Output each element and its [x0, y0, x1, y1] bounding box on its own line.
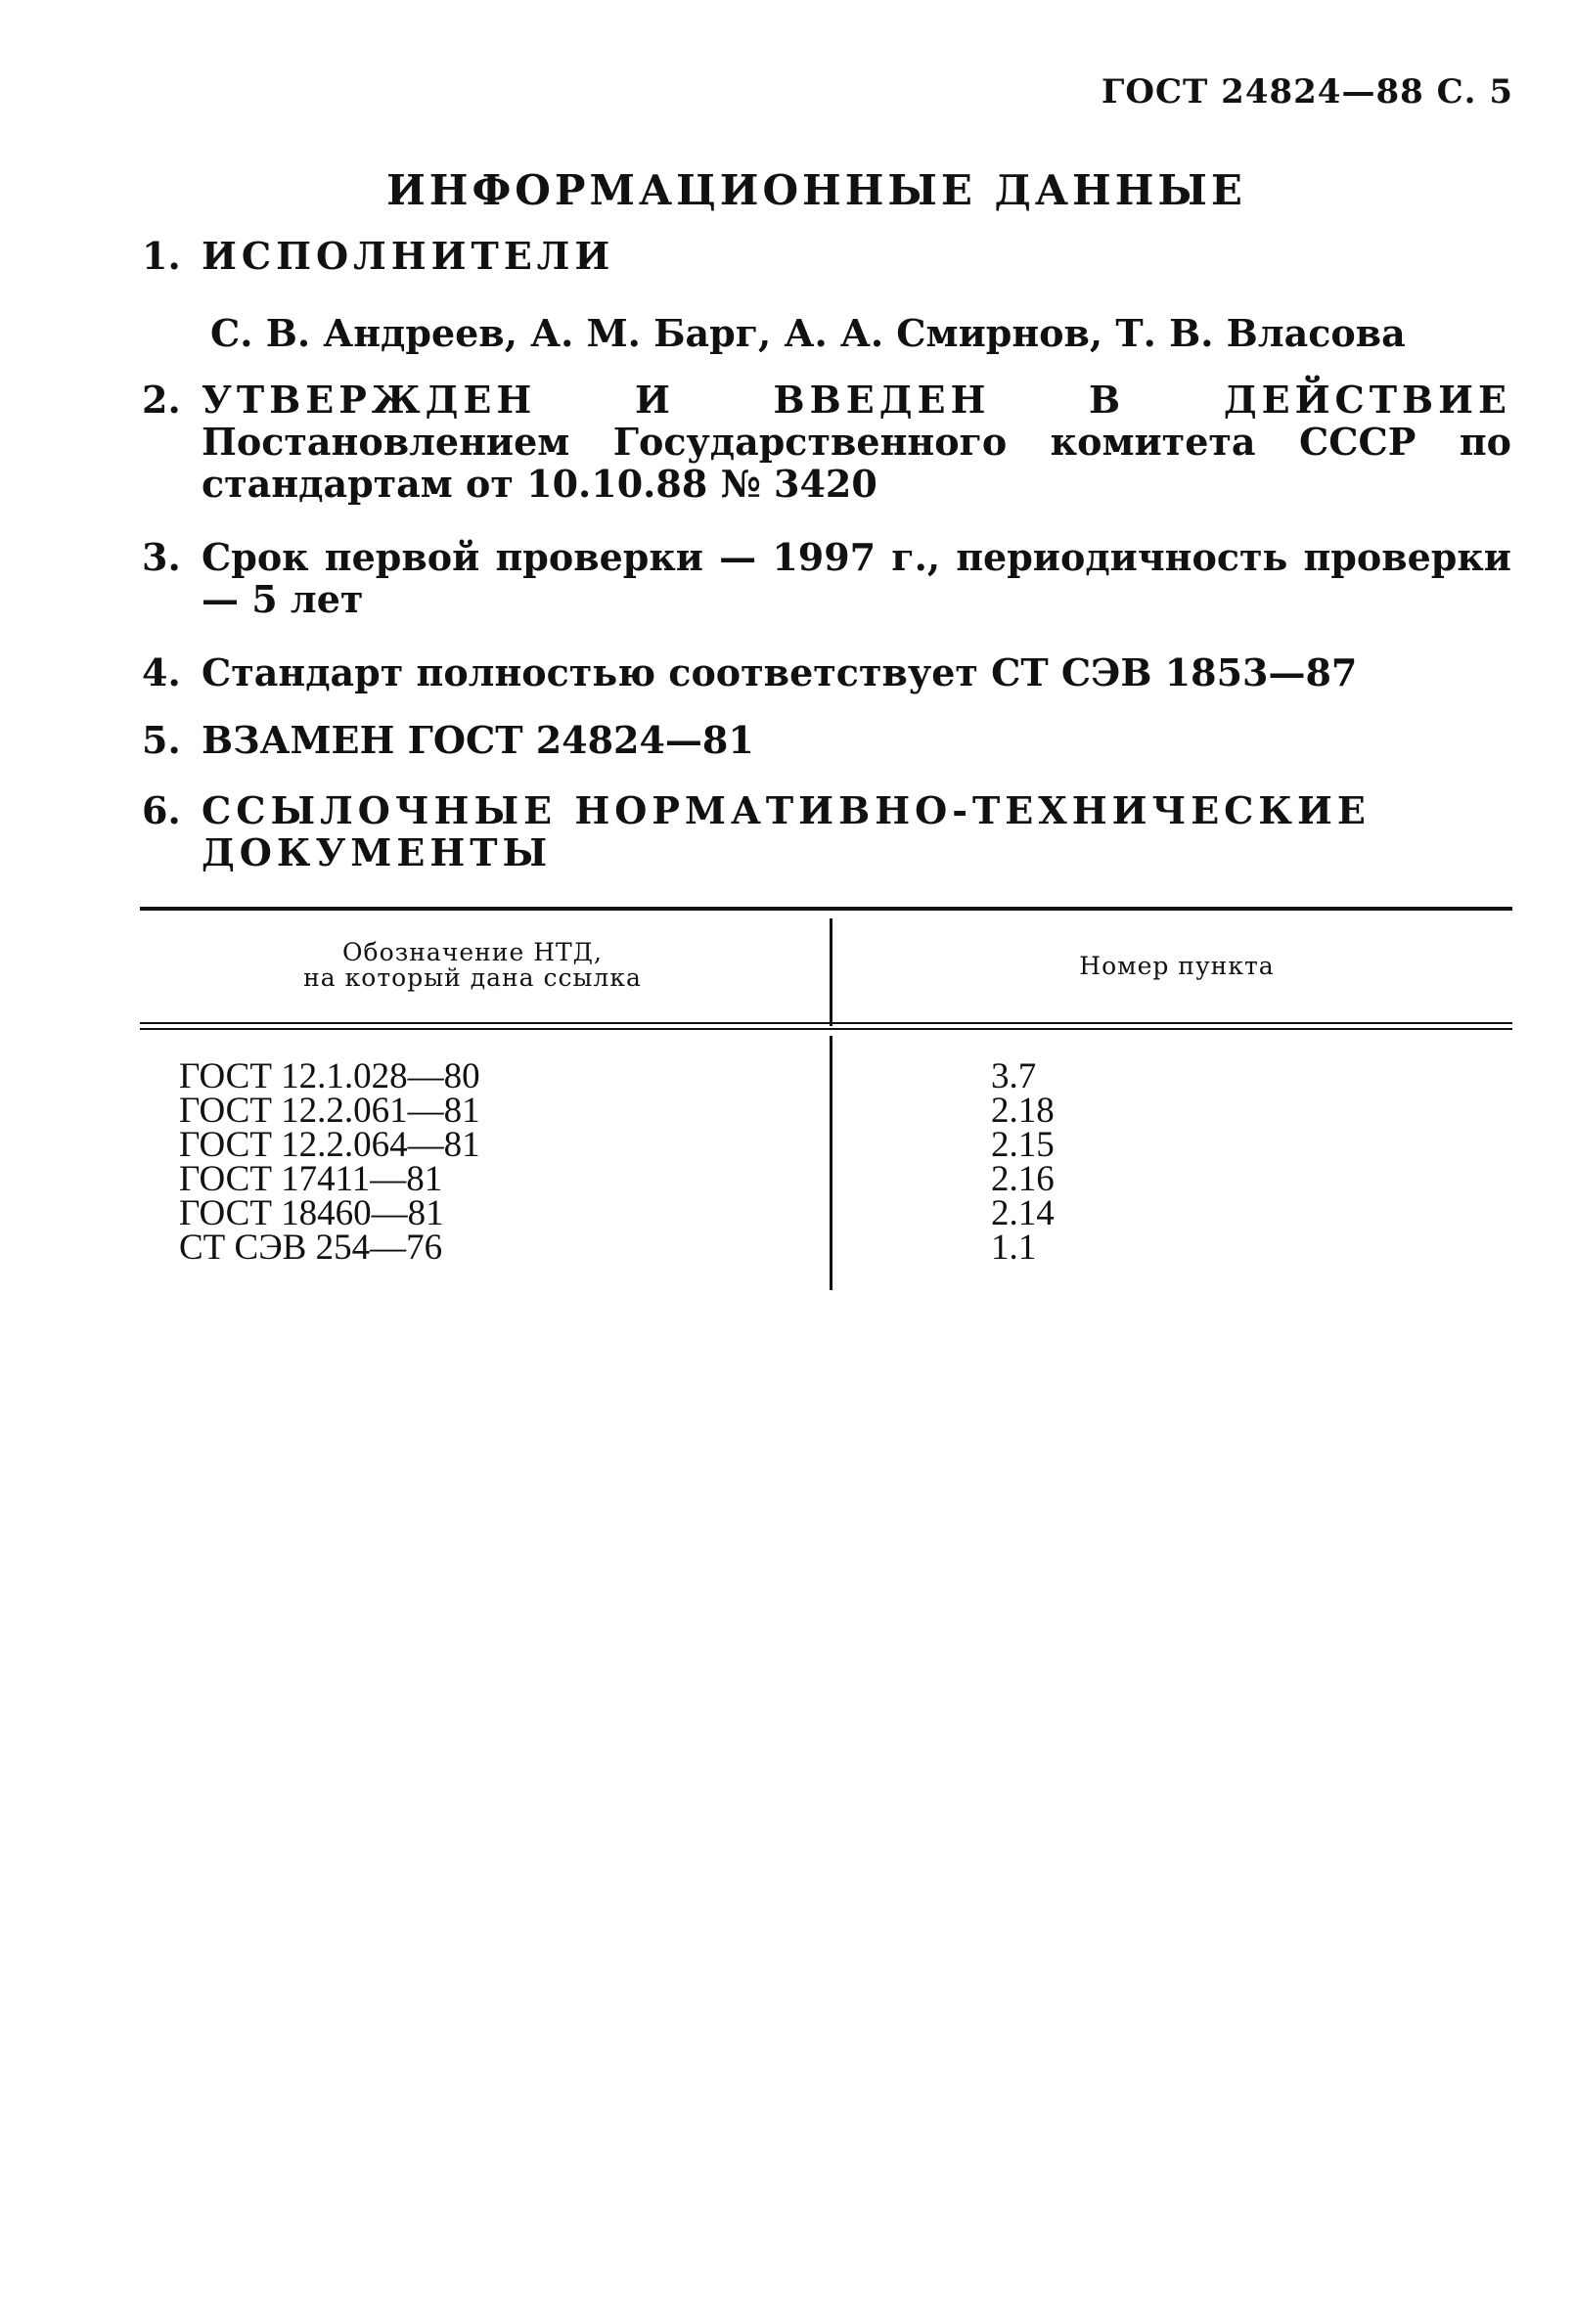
column-header-line: Обозначение НТД,	[342, 938, 603, 966]
column-header-item: Номер пункта	[1079, 952, 1275, 980]
cell-item: 3.7	[991, 1056, 1037, 1096]
table-row	[140, 1159, 1512, 1199]
cell-document: ГОСТ 18460—81	[179, 1193, 444, 1233]
section-text: Срок первой проверки — 1997 г., периодичность проверки — 5 лет	[202, 535, 1511, 621]
cell-item: 2.15	[991, 1125, 1055, 1165]
section-heading: УТВЕРЖДЕН И ВВЕДЕН В ДЕЙСТВИЕ	[202, 378, 1511, 422]
table-row	[140, 1091, 1512, 1131]
section-2	[142, 379, 1511, 505]
section-text: Постановлением Государственного комитета СССР по стандартам от 10.10.88 № 3420	[202, 420, 1511, 506]
section-number: 1.	[142, 234, 181, 278]
section-4	[142, 651, 1511, 693]
section-text: ССЫЛОЧНЫЕ НОРМАТИВНО-ТЕХНИЧЕСКИЕ ДОКУМЕНТЫ	[202, 788, 1371, 874]
column-header-line: на который дана ссылка	[303, 963, 642, 992]
section-text: Стандарт полностью соответствует СТ СЭВ 1853—87	[202, 650, 1358, 694]
table-top-rule	[140, 907, 1512, 911]
table-row	[140, 1056, 1512, 1096]
cell-document: СТ СЭВ 254—76	[179, 1228, 443, 1268]
section-1	[142, 235, 1511, 277]
section-number: 3.	[142, 535, 181, 579]
reference-table	[140, 907, 1512, 1298]
authors-list: С. В. Андреев, А. М. Барг, А. А. Смирнов, Т. В. Власова	[210, 311, 1406, 355]
section-body	[202, 379, 1511, 505]
document-title: ИНФОРМАЦИОННЫЕ ДАННЫЕ	[386, 166, 1246, 214]
section-number: 4.	[142, 650, 181, 694]
header-column-divider	[830, 918, 832, 1026]
section-number: 2.	[142, 378, 181, 422]
table-row	[140, 1228, 1512, 1268]
table-row	[140, 1125, 1512, 1165]
cell-item: 2.16	[991, 1159, 1055, 1199]
cell-item: 2.14	[991, 1193, 1055, 1233]
cell-document: ГОСТ 12.2.064—81	[179, 1125, 480, 1165]
cell-document: ГОСТ 12.1.028—80	[179, 1056, 480, 1096]
cell-document: ГОСТ 17411—81	[179, 1159, 443, 1199]
section-3	[142, 536, 1511, 620]
table-header-rule	[140, 1028, 1512, 1030]
table-body	[140, 1056, 1512, 1268]
section-5	[142, 719, 1511, 761]
section-number: 6.	[142, 788, 181, 832]
section-text: ВЗАМЕН ГОСТ 24824—81	[202, 718, 754, 762]
cell-item: 1.1	[991, 1228, 1037, 1268]
section-number: 5.	[142, 718, 181, 762]
page-header: ГОСТ 24824—88 С. 5	[1101, 72, 1513, 112]
column-header-document	[199, 940, 746, 991]
cell-document: ГОСТ 12.2.061—81	[179, 1091, 480, 1131]
table-header-rule	[140, 1022, 1512, 1024]
table-row	[140, 1193, 1512, 1233]
section-heading: ИСПОЛНИТЕЛИ	[202, 234, 615, 278]
section-6	[142, 789, 1511, 873]
cell-item: 2.18	[991, 1091, 1055, 1131]
